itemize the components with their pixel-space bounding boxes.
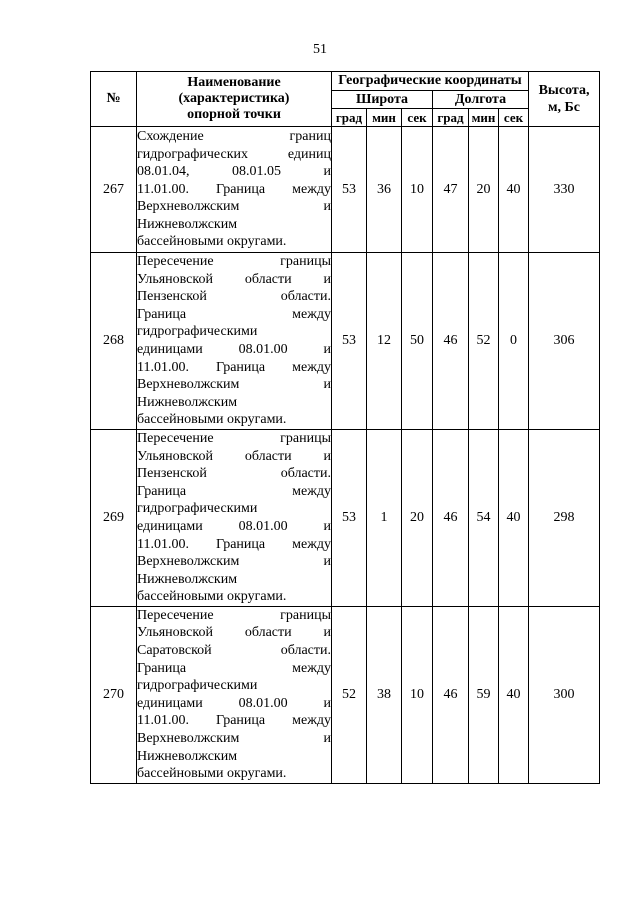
reference-points-table xyxy=(90,71,600,784)
description-line: гидрографическими xyxy=(137,324,258,340)
table-body xyxy=(91,127,600,784)
description-line: Пересечение границы xyxy=(137,254,331,269)
point-description xyxy=(137,429,332,606)
description-line: Граница между xyxy=(137,306,331,322)
longitude-minutes: 20 xyxy=(469,127,499,253)
height-value: 330 xyxy=(529,127,600,253)
description-line: Нижневолжским xyxy=(137,748,238,764)
header-height-line: Высота, xyxy=(538,83,590,98)
latitude-minutes: 36 xyxy=(367,127,402,253)
description-line: Граница между xyxy=(137,483,331,499)
latitude-seconds: 50 xyxy=(402,253,433,430)
point-number: 267 xyxy=(91,127,137,253)
latitude-degrees: 52 xyxy=(332,606,367,783)
table-header xyxy=(91,72,600,127)
header-unit-lon-min: мин xyxy=(469,109,499,127)
description-line: Верхневолжским и xyxy=(137,377,331,393)
description-line: Ульяновской области и xyxy=(137,448,331,464)
description-line: Пересечение границы xyxy=(137,430,331,446)
longitude-degrees: 46 xyxy=(433,253,469,430)
description-line: 11.01.00. Граница между xyxy=(137,359,331,375)
description-line: бассейновыми округами. xyxy=(137,412,287,428)
point-description xyxy=(137,127,332,253)
header-unit-lon-deg: град xyxy=(433,109,469,127)
header-unit-lon-sec: сек xyxy=(499,109,529,127)
description-line: гидрографическими xyxy=(137,678,258,694)
description-line: Ульяновской области и xyxy=(137,625,331,641)
header-number: № xyxy=(91,72,137,127)
description-line: гидрографическими xyxy=(137,501,258,517)
description-line: Ульяновской области и xyxy=(137,271,331,287)
table-row xyxy=(91,606,600,783)
longitude-seconds: 0 xyxy=(499,253,529,430)
description-line: 11.01.00. Граница между xyxy=(137,536,331,552)
longitude-seconds: 40 xyxy=(499,429,529,606)
header-height-line: м, Бс xyxy=(548,100,581,115)
height-value: 300 xyxy=(529,606,600,783)
longitude-degrees: 47 xyxy=(433,127,469,253)
longitude-degrees: 46 xyxy=(433,606,469,783)
description-line: Саратовской области. xyxy=(137,643,331,659)
description-line: бассейновыми округами. xyxy=(137,234,287,250)
description-line: 11.01.00. Граница между xyxy=(137,181,331,197)
description-line: Нижневолжским xyxy=(137,571,238,587)
table-row xyxy=(91,429,600,606)
description-line: Нижневолжским xyxy=(137,394,238,410)
latitude-minutes: 12 xyxy=(367,253,402,430)
description-line: Верхневолжским и xyxy=(137,199,331,215)
longitude-degrees: 46 xyxy=(433,429,469,606)
height-value: 306 xyxy=(529,253,600,430)
header-geo-coordinates: Географические координаты xyxy=(332,72,529,91)
longitude-minutes: 59 xyxy=(469,606,499,783)
point-description xyxy=(137,253,332,430)
description-line: единицами 08.01.00 и xyxy=(137,695,331,711)
description-line: единицами 08.01.00 и xyxy=(137,518,331,534)
description-line: Нижневолжским xyxy=(137,216,238,232)
latitude-seconds: 10 xyxy=(402,606,433,783)
point-description xyxy=(137,606,332,783)
latitude-seconds: 10 xyxy=(402,127,433,253)
table-row xyxy=(91,127,600,253)
latitude-minutes: 38 xyxy=(367,606,402,783)
latitude-minutes: 1 xyxy=(367,429,402,606)
header-name xyxy=(137,72,332,127)
header-name-line: Наименование xyxy=(187,75,281,90)
description-line: Верхневолжским и xyxy=(137,554,331,570)
header-unit-lat-deg: град xyxy=(332,109,367,127)
description-line: бассейновыми округами. xyxy=(137,589,287,605)
header-height xyxy=(529,72,600,127)
latitude-seconds: 20 xyxy=(402,429,433,606)
longitude-seconds: 40 xyxy=(499,606,529,783)
description-line: гидрографических единиц xyxy=(137,146,331,162)
description-line: бассейновыми округами. xyxy=(137,766,287,782)
header-unit-lat-min: мин xyxy=(367,109,402,127)
header-name-line: (характеристика) xyxy=(178,91,290,106)
header-latitude: Широта xyxy=(332,91,433,109)
page-number: 51 xyxy=(313,42,327,57)
description-line: единицами 08.01.00 и xyxy=(137,341,331,357)
height-value: 298 xyxy=(529,429,600,606)
longitude-minutes: 52 xyxy=(469,253,499,430)
header-longitude: Долгота xyxy=(433,91,529,109)
latitude-degrees: 53 xyxy=(332,127,367,253)
header-unit-lat-sec: сек xyxy=(402,109,433,127)
longitude-seconds: 40 xyxy=(499,127,529,253)
point-number: 270 xyxy=(91,606,137,783)
description-line: Схождение границ xyxy=(137,128,331,144)
longitude-minutes: 54 xyxy=(469,429,499,606)
description-line: Пензенской области. xyxy=(137,466,331,482)
description-line: Пересечение границы xyxy=(137,607,331,623)
description-line: Пензенской области. xyxy=(137,289,331,305)
latitude-degrees: 53 xyxy=(332,429,367,606)
description-line: Верхневолжским и xyxy=(137,731,331,747)
description-line: 11.01.00. Граница между xyxy=(137,713,331,729)
description-line: Граница между xyxy=(137,660,331,676)
point-number: 268 xyxy=(91,253,137,430)
table-row xyxy=(91,253,600,430)
description-line: 08.01.04, 08.01.05 и xyxy=(137,164,331,180)
header-name-line: опорной точки xyxy=(187,107,281,122)
point-number: 269 xyxy=(91,429,137,606)
latitude-degrees: 53 xyxy=(332,253,367,430)
